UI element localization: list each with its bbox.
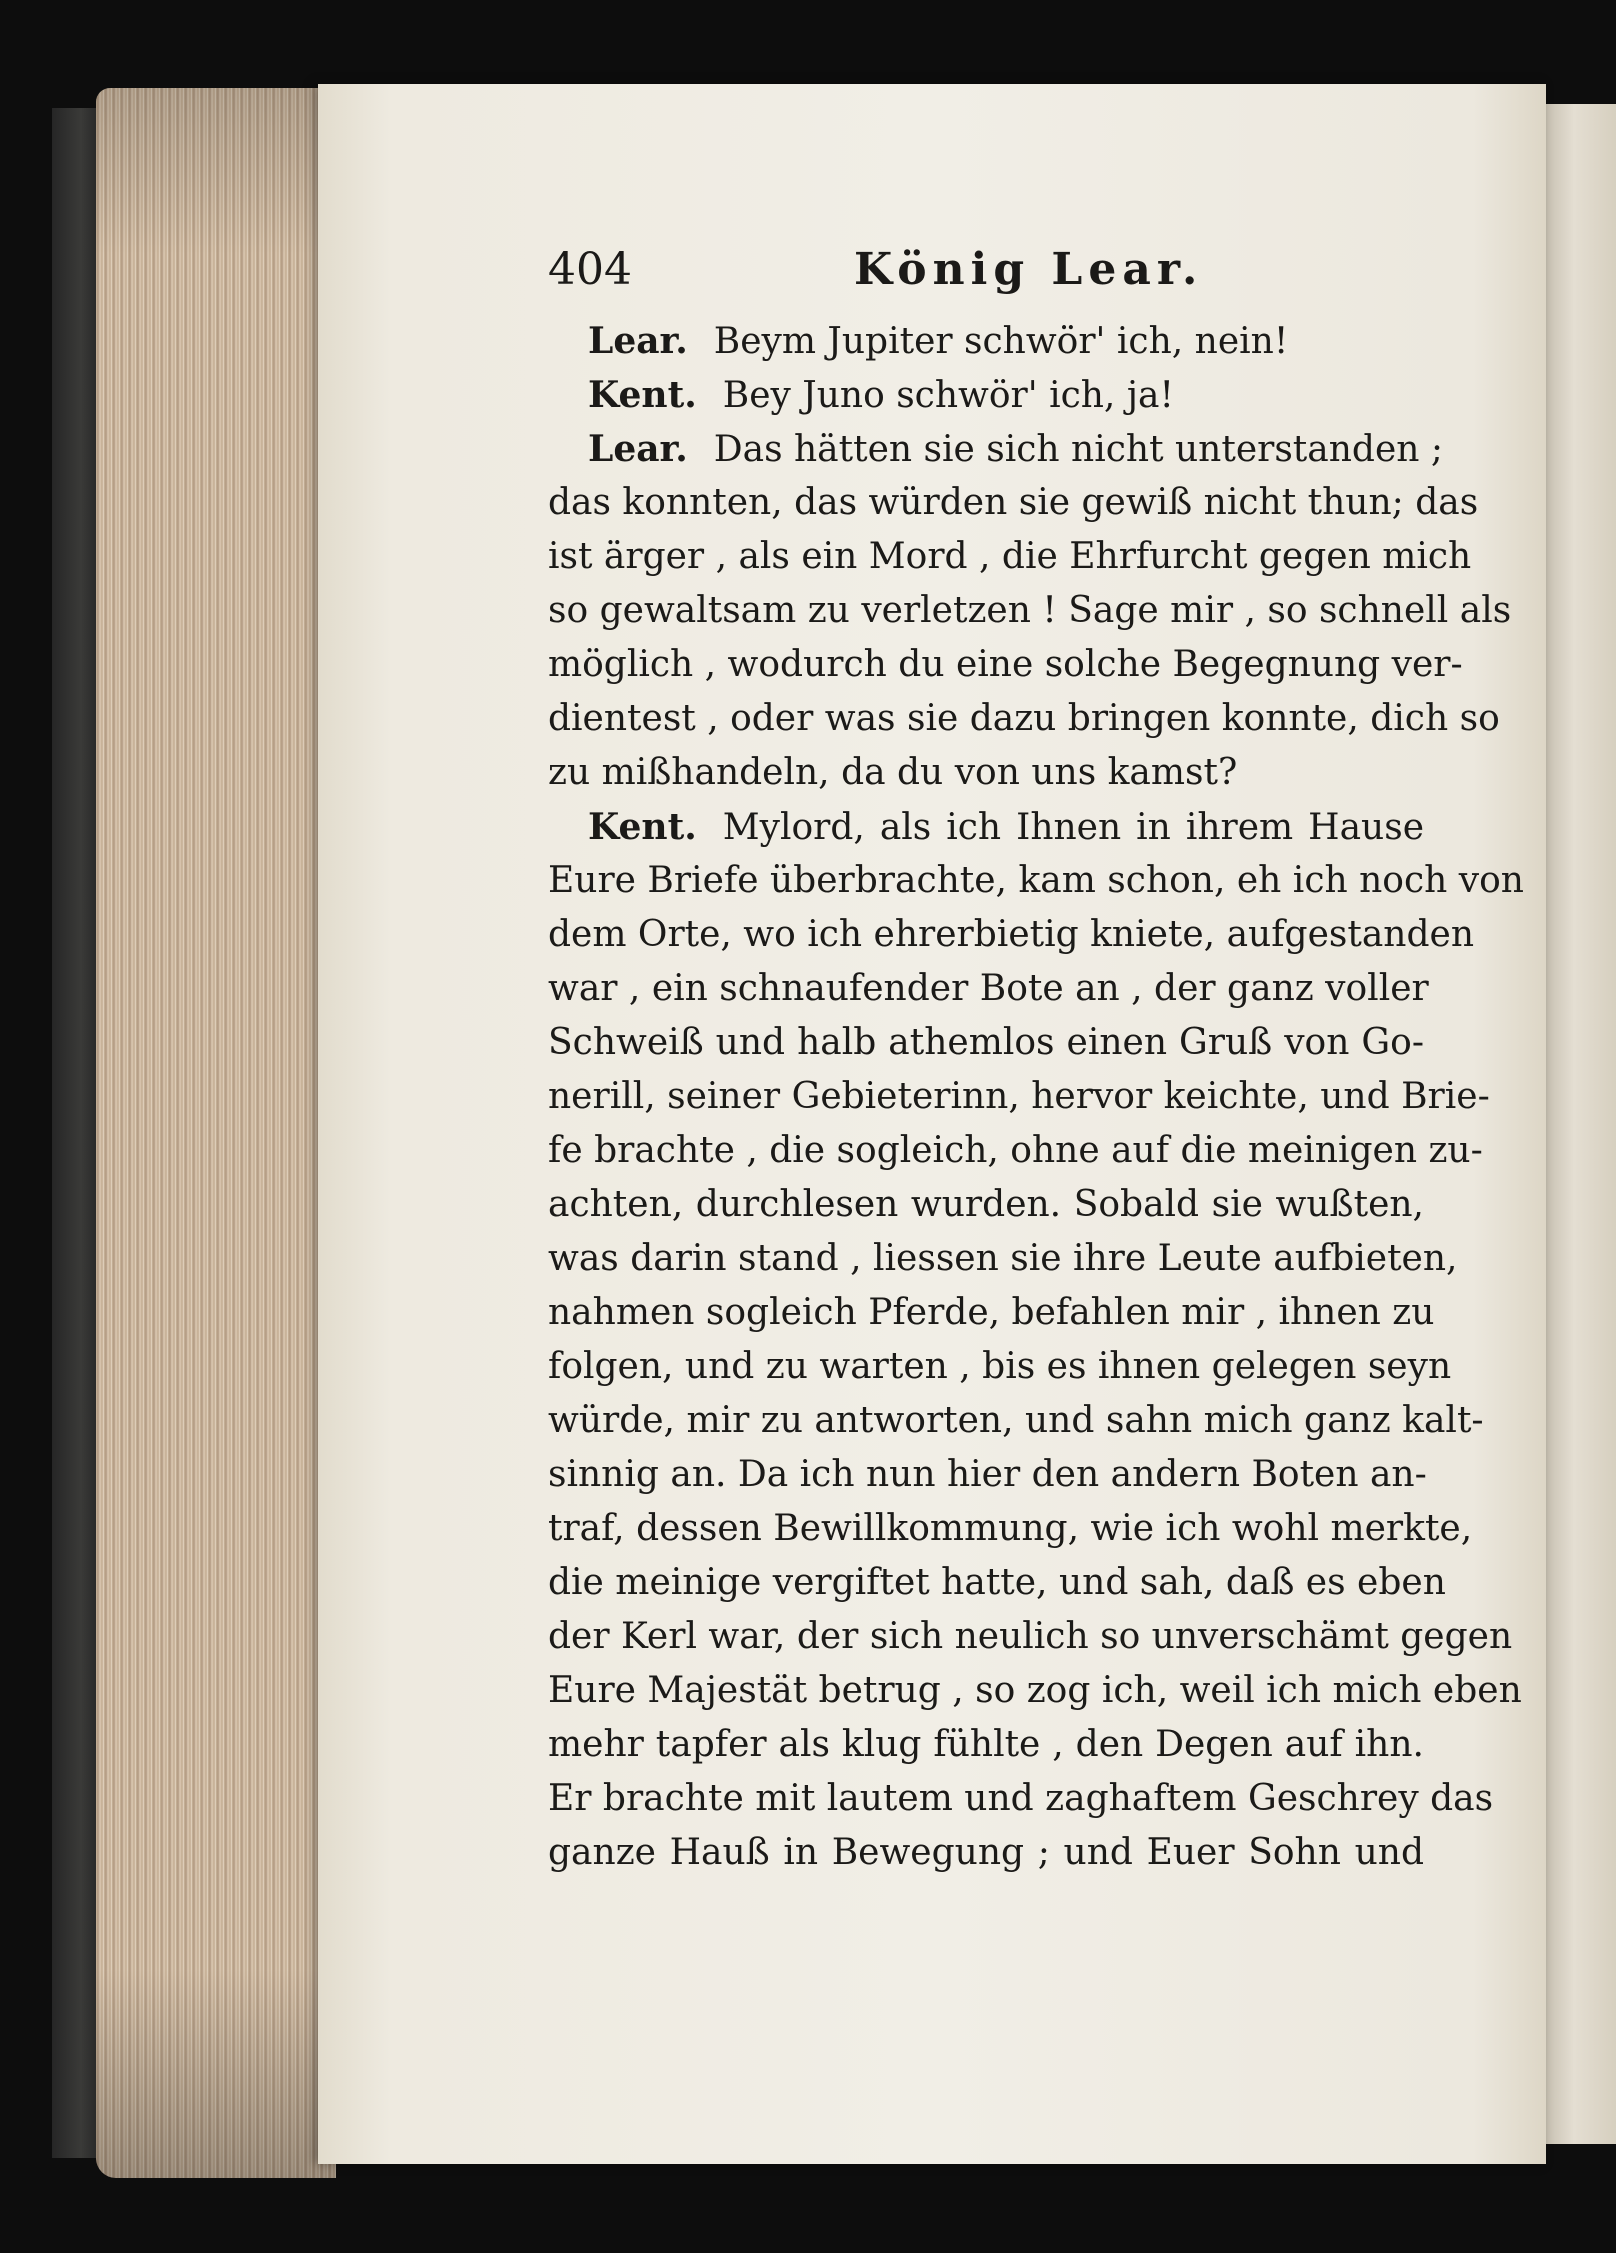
line-text: folgen, und zu warten , bis es ihnen gelegen seyn <box>548 1346 1452 1387</box>
line-text: zu mißhandeln, da du von uns kamst? <box>548 752 1238 793</box>
text-line <box>548 368 1424 422</box>
page-text <box>548 244 1524 1880</box>
text-line <box>548 1664 1522 1718</box>
text-line <box>548 1718 1424 1772</box>
line-text: achten, durchlesen wurden. Sobald sie wußten, <box>548 1184 1424 1225</box>
text-line <box>548 1448 1427 1502</box>
page-header <box>548 244 1424 314</box>
line-text: nerill, seiner Gebieterinn, hervor keichte, und Brie- <box>548 1076 1490 1117</box>
line-text: Er brachte mit lautem und zaghaftem Geschrey das <box>548 1778 1494 1819</box>
text-line <box>548 1124 1483 1178</box>
text-line <box>548 1772 1494 1826</box>
line-text: sinnig an. Da ich nun hier den andern Boten an- <box>548 1454 1427 1495</box>
speaker-name: Kent. <box>588 806 697 848</box>
speaker-name: Lear. <box>588 320 688 362</box>
text-line <box>548 422 1444 476</box>
text-line <box>548 800 1424 854</box>
facing-page <box>1546 104 1616 2144</box>
page-edges <box>96 88 336 2178</box>
line-text: dem Orte, wo ich ehrerbietig kniete, aufgestanden <box>548 914 1475 955</box>
text-line <box>548 692 1500 746</box>
line-text: Mylord, als ich Ihnen in ihrem Hause <box>722 807 1424 848</box>
text-line <box>548 1826 1424 1880</box>
page-number: 404 <box>548 244 632 295</box>
line-text: Beym Jupiter schwör' ich, nein! <box>713 321 1289 362</box>
text-line <box>548 1070 1490 1124</box>
line-text: die meinige vergiftet hatte, und sah, daß es eben <box>548 1562 1446 1603</box>
line-text: ist ärger , als ein Mord , die Ehrfurcht gegen mich <box>548 536 1472 577</box>
text-line <box>548 962 1429 1016</box>
text-line <box>548 1178 1424 1232</box>
text-line <box>548 908 1475 962</box>
text-line <box>548 1232 1458 1286</box>
line-text: fe brachte , die sogleich, ohne auf die meinigen zu- <box>548 1130 1483 1171</box>
line-text: Bey Juno schwör' ich, ja! <box>722 375 1174 416</box>
text-line <box>548 1610 1513 1664</box>
text-line <box>548 1502 1473 1556</box>
speaker-name: Lear. <box>588 428 688 470</box>
line-text: was darin stand , liessen sie ihre Leute aufbieten, <box>548 1238 1458 1279</box>
line-text: würde, mir zu antworten, und sahn mich ganz kalt- <box>548 1400 1484 1441</box>
line-text: Eure Majestät betrug , so zog ich, weil ich mich eben <box>548 1670 1522 1711</box>
text-line <box>548 854 1524 908</box>
speaker-name: Kent. <box>588 374 697 416</box>
line-text: traf, dessen Bewillkommung, wie ich wohl merkte, <box>548 1508 1473 1549</box>
text-line <box>548 476 1479 530</box>
text-line <box>548 638 1463 692</box>
text-line <box>548 1340 1452 1394</box>
line-text: dientest , oder was sie dazu bringen konnte, dich so <box>548 698 1500 739</box>
text-line <box>548 530 1472 584</box>
line-text: möglich , wodurch du eine solche Begegnung ver- <box>548 644 1463 685</box>
text-line <box>548 314 1424 368</box>
running-title: König Lear. <box>854 244 1204 295</box>
text-line <box>548 1556 1446 1610</box>
text-line <box>548 1394 1484 1448</box>
line-text: der Kerl war, der sich neulich so unverschämt gegen <box>548 1616 1513 1657</box>
line-text: das konnten, das würden sie gewiß nicht thun; das <box>548 482 1479 523</box>
text-line <box>548 1016 1424 1070</box>
line-text: nahmen sogleich Pferde, befahlen mir , ihnen zu <box>548 1292 1435 1333</box>
text-line <box>548 746 1424 800</box>
line-text: so gewaltsam zu verletzen ! Sage mir , so schnell als <box>548 590 1512 631</box>
line-text: mehr tapfer als klug fühlte , den Degen auf ihn. <box>548 1724 1424 1765</box>
text-line <box>548 584 1512 638</box>
line-text: Schweiß und halb athemlos einen Gruß von Go- <box>548 1022 1424 1063</box>
line-text: Eure Briefe überbrachte, kam schon, eh ich noch von <box>548 860 1524 901</box>
text-lines <box>548 314 1524 1880</box>
text-line <box>548 1286 1435 1340</box>
line-text: ganze Hauß in Bewegung ; und Euer Sohn und <box>548 1832 1424 1873</box>
line-text: Das hätten sie sich nicht unterstanden ; <box>713 429 1444 470</box>
line-text: war , ein schnaufender Bote an , der ganz voller <box>548 968 1429 1009</box>
